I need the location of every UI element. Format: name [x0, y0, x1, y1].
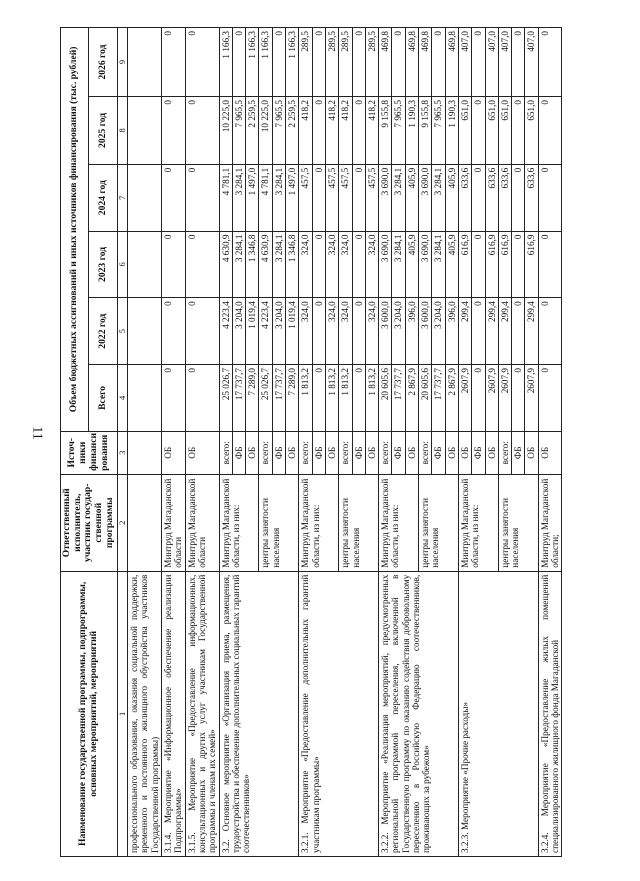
value-year: 407,0: [458, 28, 471, 97]
column-index: 9: [117, 28, 128, 97]
program-name: 3.2. Основное мероприятие «Организация приема, размещения, трудоустройства и обеспечение дополнительных социальных гарантий соотечественников»: [219, 571, 299, 856]
value-total: 7 289,0: [246, 365, 259, 432]
value-total: 20 605,6: [419, 365, 432, 432]
responsible-executor: Минтруд Магаданской области: [185, 474, 219, 571]
value-year: 9 155,8: [419, 97, 432, 165]
funding-source: ФБ: [272, 431, 285, 474]
value-total: 0: [512, 365, 525, 432]
value-year: 0: [352, 231, 365, 298]
value-year: [128, 298, 162, 365]
value-year: 0: [512, 28, 525, 97]
value-year: 616,9: [525, 231, 538, 298]
funding-source: [128, 431, 162, 474]
value-year: 0: [352, 164, 365, 231]
column-index: 7: [117, 164, 128, 231]
value-year: 4 630,9: [219, 231, 232, 298]
value-year: 1 166,3: [286, 28, 299, 97]
value-year: 0: [512, 97, 525, 165]
value-year: 0: [312, 231, 325, 298]
value-year: 616,9: [458, 231, 471, 298]
responsible-executor: Минтруд Магаданской области, из них:: [458, 474, 498, 571]
table-row: [458, 28, 471, 857]
value-year: 405,9: [405, 164, 418, 231]
value-year: 1 190,3: [445, 97, 458, 165]
value-year: 407,0: [498, 28, 511, 97]
value-year: 0: [538, 164, 562, 231]
value-total: 1 813,2: [299, 365, 312, 432]
funding-source: ФБ: [432, 431, 445, 474]
value-year: 3 284,1: [232, 231, 245, 298]
value-year: 396,0: [405, 298, 418, 365]
funding-source: ОБ: [445, 431, 458, 474]
value-year: 299,4: [485, 298, 498, 365]
table-row: [162, 28, 186, 857]
value-year: 0: [352, 298, 365, 365]
responsible-executor: Минтруд Магаданской области, из них:: [379, 474, 419, 571]
value-year: 418,2: [325, 97, 338, 165]
value-year: 418,2: [339, 97, 352, 165]
header-name: Наименование государственной программы, подпрограммы, основных мероприятий, мероприятий: [61, 571, 118, 856]
value-total: 0: [162, 365, 186, 432]
value-total: 0: [538, 365, 562, 432]
value-total: 2 867,9: [405, 365, 418, 432]
value-year: 289,5: [325, 28, 338, 97]
value-year: 0: [185, 231, 219, 298]
value-year: 1 346,8: [246, 231, 259, 298]
funding-source: ОБ: [325, 431, 338, 474]
value-year: 457,5: [325, 164, 338, 231]
funding-source: ФБ: [232, 431, 245, 474]
responsible-executor: центры занятости населения: [259, 474, 299, 571]
table-row: [219, 28, 232, 857]
value-year: 0: [472, 97, 485, 165]
value-year: 9 155,8: [379, 97, 392, 165]
funding-source: всего:: [259, 431, 272, 474]
value-total: 17 737,7: [392, 365, 405, 432]
value-year: 616,9: [485, 231, 498, 298]
table-row: [299, 28, 312, 857]
value-year: 418,2: [299, 97, 312, 165]
value-year: 3 690,0: [379, 231, 392, 298]
value-year: 324,0: [325, 298, 338, 365]
value-year: 1 346,8: [286, 231, 299, 298]
value-year: [128, 28, 162, 97]
responsible-executor: [128, 474, 162, 571]
value-total: 17 737,7: [232, 365, 245, 432]
funding-source: ФБ: [352, 431, 365, 474]
funding-source: ОБ: [525, 431, 538, 474]
value-year: 405,9: [445, 231, 458, 298]
value-year: 3 284,1: [432, 164, 445, 231]
value-total: 2607,9: [525, 365, 538, 432]
value-total: 17 737,7: [432, 365, 445, 432]
value-year: 0: [162, 164, 186, 231]
table-row: [538, 28, 562, 857]
value-year: 1 019,4: [286, 298, 299, 365]
value-year: 0: [352, 97, 365, 165]
value-year: 1 497,0: [286, 164, 299, 231]
value-year: 405,9: [405, 231, 418, 298]
value-year: 0: [512, 164, 525, 231]
header-year: 2025 год: [89, 97, 117, 165]
value-year: 7 965,5: [272, 97, 285, 165]
value-year: 0: [312, 298, 325, 365]
value-year: 469,8: [405, 28, 418, 97]
funding-source: всего:: [219, 431, 232, 474]
funding-source: ОБ: [286, 431, 299, 474]
value-year: 299,4: [498, 298, 511, 365]
header-year: 2022 год: [89, 298, 117, 365]
funding-source: ФБ: [312, 431, 325, 474]
program-name: 3.2.3. Мероприятие «Прочие расходы»: [458, 571, 538, 856]
table-row: [128, 28, 162, 857]
value-year: 324,0: [365, 298, 378, 365]
value-year: 651,0: [458, 97, 471, 165]
column-index: 1: [117, 571, 128, 856]
value-total: 2607,9: [498, 365, 511, 432]
value-total: 25 026,7: [219, 365, 232, 432]
value-year: 0: [185, 28, 219, 97]
value-year: 3 204,0: [272, 298, 285, 365]
responsible-executor: центры занятости населения: [498, 474, 538, 571]
value-year: 3 690,0: [419, 164, 432, 231]
value-year: 651,0: [525, 97, 538, 165]
value-year: 616,9: [498, 231, 511, 298]
value-year: 418,2: [365, 97, 378, 165]
value-year: 457,5: [365, 164, 378, 231]
value-year: 3 284,1: [272, 231, 285, 298]
financing-table: [60, 27, 562, 857]
value-year: 324,0: [365, 231, 378, 298]
value-year: [128, 231, 162, 298]
value-total: 0: [185, 365, 219, 432]
value-year: 1 497,0: [246, 164, 259, 231]
responsible-executor: центры занятости населения: [419, 474, 459, 571]
value-year: 0: [185, 97, 219, 165]
header-source: Источ-ники финанси рования: [61, 431, 118, 474]
value-year: 4 781,1: [259, 164, 272, 231]
value-year: 324,0: [339, 298, 352, 365]
value-year: 0: [162, 231, 186, 298]
value-year: 2 259,5: [246, 97, 259, 165]
column-index: 3: [117, 431, 128, 474]
column-index: 6: [117, 231, 128, 298]
value-total: 2 867,9: [445, 365, 458, 432]
value-year: 3 204,0: [392, 298, 405, 365]
column-index-row: [117, 28, 128, 857]
header-year: 2024 год: [89, 164, 117, 231]
value-year: 324,0: [299, 298, 312, 365]
value-year: 651,0: [498, 97, 511, 165]
value-year: 1 166,3: [246, 28, 259, 97]
value-year: 3 204,0: [432, 298, 445, 365]
funding-source: ФБ: [512, 431, 525, 474]
value-year: 289,5: [365, 28, 378, 97]
value-year: 324,0: [339, 231, 352, 298]
header-total: Всего: [89, 365, 117, 432]
responsible-executor: Минтруд Магаданской области, из них:: [299, 474, 339, 571]
value-total: 0: [352, 365, 365, 432]
value-year: 469,8: [445, 28, 458, 97]
value-year: 0: [185, 298, 219, 365]
value-year: 2 259,5: [286, 97, 299, 165]
value-year: 0: [162, 97, 186, 165]
value-year: 0: [432, 28, 445, 97]
funding-source: ОБ: [185, 431, 219, 474]
header-year: 2023 год: [89, 231, 117, 298]
value-year: 0: [312, 28, 325, 97]
header-responsible: Ответственный исполнитель, участник государ-ственной программы: [61, 474, 118, 571]
column-index: 5: [117, 298, 128, 365]
funding-source: всего:: [299, 431, 312, 474]
value-total: 2607,9: [458, 365, 471, 432]
funding-source: всего:: [339, 431, 352, 474]
value-year: 324,0: [299, 231, 312, 298]
responsible-executor: Минтруд Магаданской области, из них:: [219, 474, 259, 571]
value-total: 1 813,2: [365, 365, 378, 432]
program-name: 3.1.5. Мероприятие «Предоставление информационных, консультационных и других услуг участникам Государственной программы и членам их семей»: [185, 571, 219, 856]
funding-source: ОБ: [485, 431, 498, 474]
funding-source: всего:: [498, 431, 511, 474]
value-year: [128, 97, 162, 165]
value-year: 469,8: [379, 28, 392, 97]
value-year: 0: [272, 28, 285, 97]
value-total: 0: [472, 365, 485, 432]
value-year: 299,4: [525, 298, 538, 365]
value-total: [128, 365, 162, 432]
header-year: 2026 год: [89, 28, 117, 97]
responsible-executor: центры занятости населения: [339, 474, 379, 571]
funding-source: всего:: [419, 431, 432, 474]
value-year: 0: [538, 97, 562, 165]
program-name: 3.2.4. Мероприятие «Предоставление жилых помещений специализированного жилищного фонда Магаданской: [538, 571, 562, 856]
value-year: 0: [538, 298, 562, 365]
value-year: 633,6: [485, 164, 498, 231]
value-year: 0: [162, 28, 186, 97]
value-year: 3 284,1: [272, 164, 285, 231]
funding-source: ОБ: [405, 431, 418, 474]
value-year: 457,5: [299, 164, 312, 231]
value-total: 25 026,7: [259, 365, 272, 432]
program-name: 3.2.1. Мероприятие «Предоставление дополнительных гарантий участникам программы»: [299, 571, 379, 856]
funding-source: ФБ: [472, 431, 485, 474]
value-year: 3 284,1: [392, 164, 405, 231]
value-total: 0: [312, 365, 325, 432]
value-year: 407,0: [485, 28, 498, 97]
value-year: 407,0: [525, 28, 538, 97]
value-total: 7 289,0: [286, 365, 299, 432]
value-year: 4 781,1: [219, 164, 232, 231]
value-total: 17 737,7: [272, 365, 285, 432]
value-year: 0: [512, 231, 525, 298]
value-year: 1 019,4: [246, 298, 259, 365]
value-year: 0: [512, 298, 525, 365]
value-year: 7 965,5: [432, 97, 445, 165]
value-year: 289,5: [299, 28, 312, 97]
value-year: 0: [232, 28, 245, 97]
value-year: 457,5: [339, 164, 352, 231]
program-name: 3.1.4. Мероприятие «Информационное обеспечение реализации Подпрограммы»: [162, 571, 186, 856]
value-year: 633,6: [458, 164, 471, 231]
value-year: 289,5: [339, 28, 352, 97]
value-year: 469,8: [419, 28, 432, 97]
value-year: 633,6: [498, 164, 511, 231]
value-year: 4 223,4: [219, 298, 232, 365]
value-year: 0: [472, 164, 485, 231]
rotated-table-container: [60, 27, 620, 857]
funding-source: ОБ: [162, 431, 186, 474]
header-volume: Объем бюджетных ассигнований и иных источников финансирования (тыс. рублей): [61, 28, 89, 432]
value-year: 0: [162, 298, 186, 365]
value-year: 10 225,0: [219, 97, 232, 165]
value-year: 324,0: [325, 231, 338, 298]
value-year: 651,0: [485, 97, 498, 165]
value-year: 4 223,4: [259, 298, 272, 365]
value-year: 0: [472, 298, 485, 365]
funding-source: всего:: [379, 431, 392, 474]
value-year: 0: [312, 164, 325, 231]
table-row: [185, 28, 219, 857]
value-year: 3 204,0: [232, 298, 245, 365]
value-year: 3 600,0: [379, 298, 392, 365]
value-year: 3 600,0: [419, 298, 432, 365]
value-year: 0: [352, 28, 365, 97]
value-total: 1 813,2: [339, 365, 352, 432]
value-year: 1 190,3: [405, 97, 418, 165]
column-index: 8: [117, 97, 128, 165]
value-year: 4 630,9: [259, 231, 272, 298]
value-year: 0: [472, 231, 485, 298]
funding-source: ФБ: [392, 431, 405, 474]
responsible-executor: Минтруд Магаданской области;: [538, 474, 562, 571]
value-year: 10 225,0: [259, 97, 272, 165]
page-number: 11: [29, 426, 45, 440]
value-year: 3 284,1: [392, 231, 405, 298]
value-year: 3 690,0: [419, 231, 432, 298]
funding-source: ОБ: [458, 431, 471, 474]
value-year: 0: [392, 28, 405, 97]
value-year: 405,9: [445, 164, 458, 231]
value-year: 3 284,1: [232, 164, 245, 231]
responsible-executor: Минтруд Магаданской области: [162, 474, 186, 571]
value-year: 1 166,3: [259, 28, 272, 97]
value-year: 7 965,5: [232, 97, 245, 165]
funding-source: ОБ: [365, 431, 378, 474]
column-index: 2: [117, 474, 128, 571]
value-year: 633,6: [525, 164, 538, 231]
value-year: 0: [185, 164, 219, 231]
value-year: 396,0: [445, 298, 458, 365]
value-year: 0: [312, 97, 325, 165]
table-body: [128, 28, 562, 857]
value-total: 1 813,2: [325, 365, 338, 432]
value-year: 3 284,1: [432, 231, 445, 298]
value-year: [128, 164, 162, 231]
program-name: профессионального образования, оказания социальной поддержки, временного и постоянного жилищного обустройства участников Государственной программы): [128, 571, 162, 856]
value-year: 0: [538, 28, 562, 97]
value-total: 2607,9: [485, 365, 498, 432]
value-total: 20 605,6: [379, 365, 392, 432]
column-index: 4: [117, 365, 128, 432]
value-year: 299,4: [458, 298, 471, 365]
program-name: 3.2.2. Мероприятие «Реализация мероприятий, предусмотренных региональной программой переселения, включенной в Государственную программу по оказанию содействия добровольному переселению в Российскую Федерацию соотечественников, проживающих за рубежом»: [379, 571, 459, 856]
value-year: 0: [538, 231, 562, 298]
value-year: 3 690,0: [379, 164, 392, 231]
value-year: 1 166,3: [219, 28, 232, 97]
value-year: 7 965,5: [392, 97, 405, 165]
funding-source: ОБ: [246, 431, 259, 474]
value-year: 0: [472, 28, 485, 97]
funding-source: ОБ: [538, 431, 562, 474]
table-row: [379, 28, 392, 857]
